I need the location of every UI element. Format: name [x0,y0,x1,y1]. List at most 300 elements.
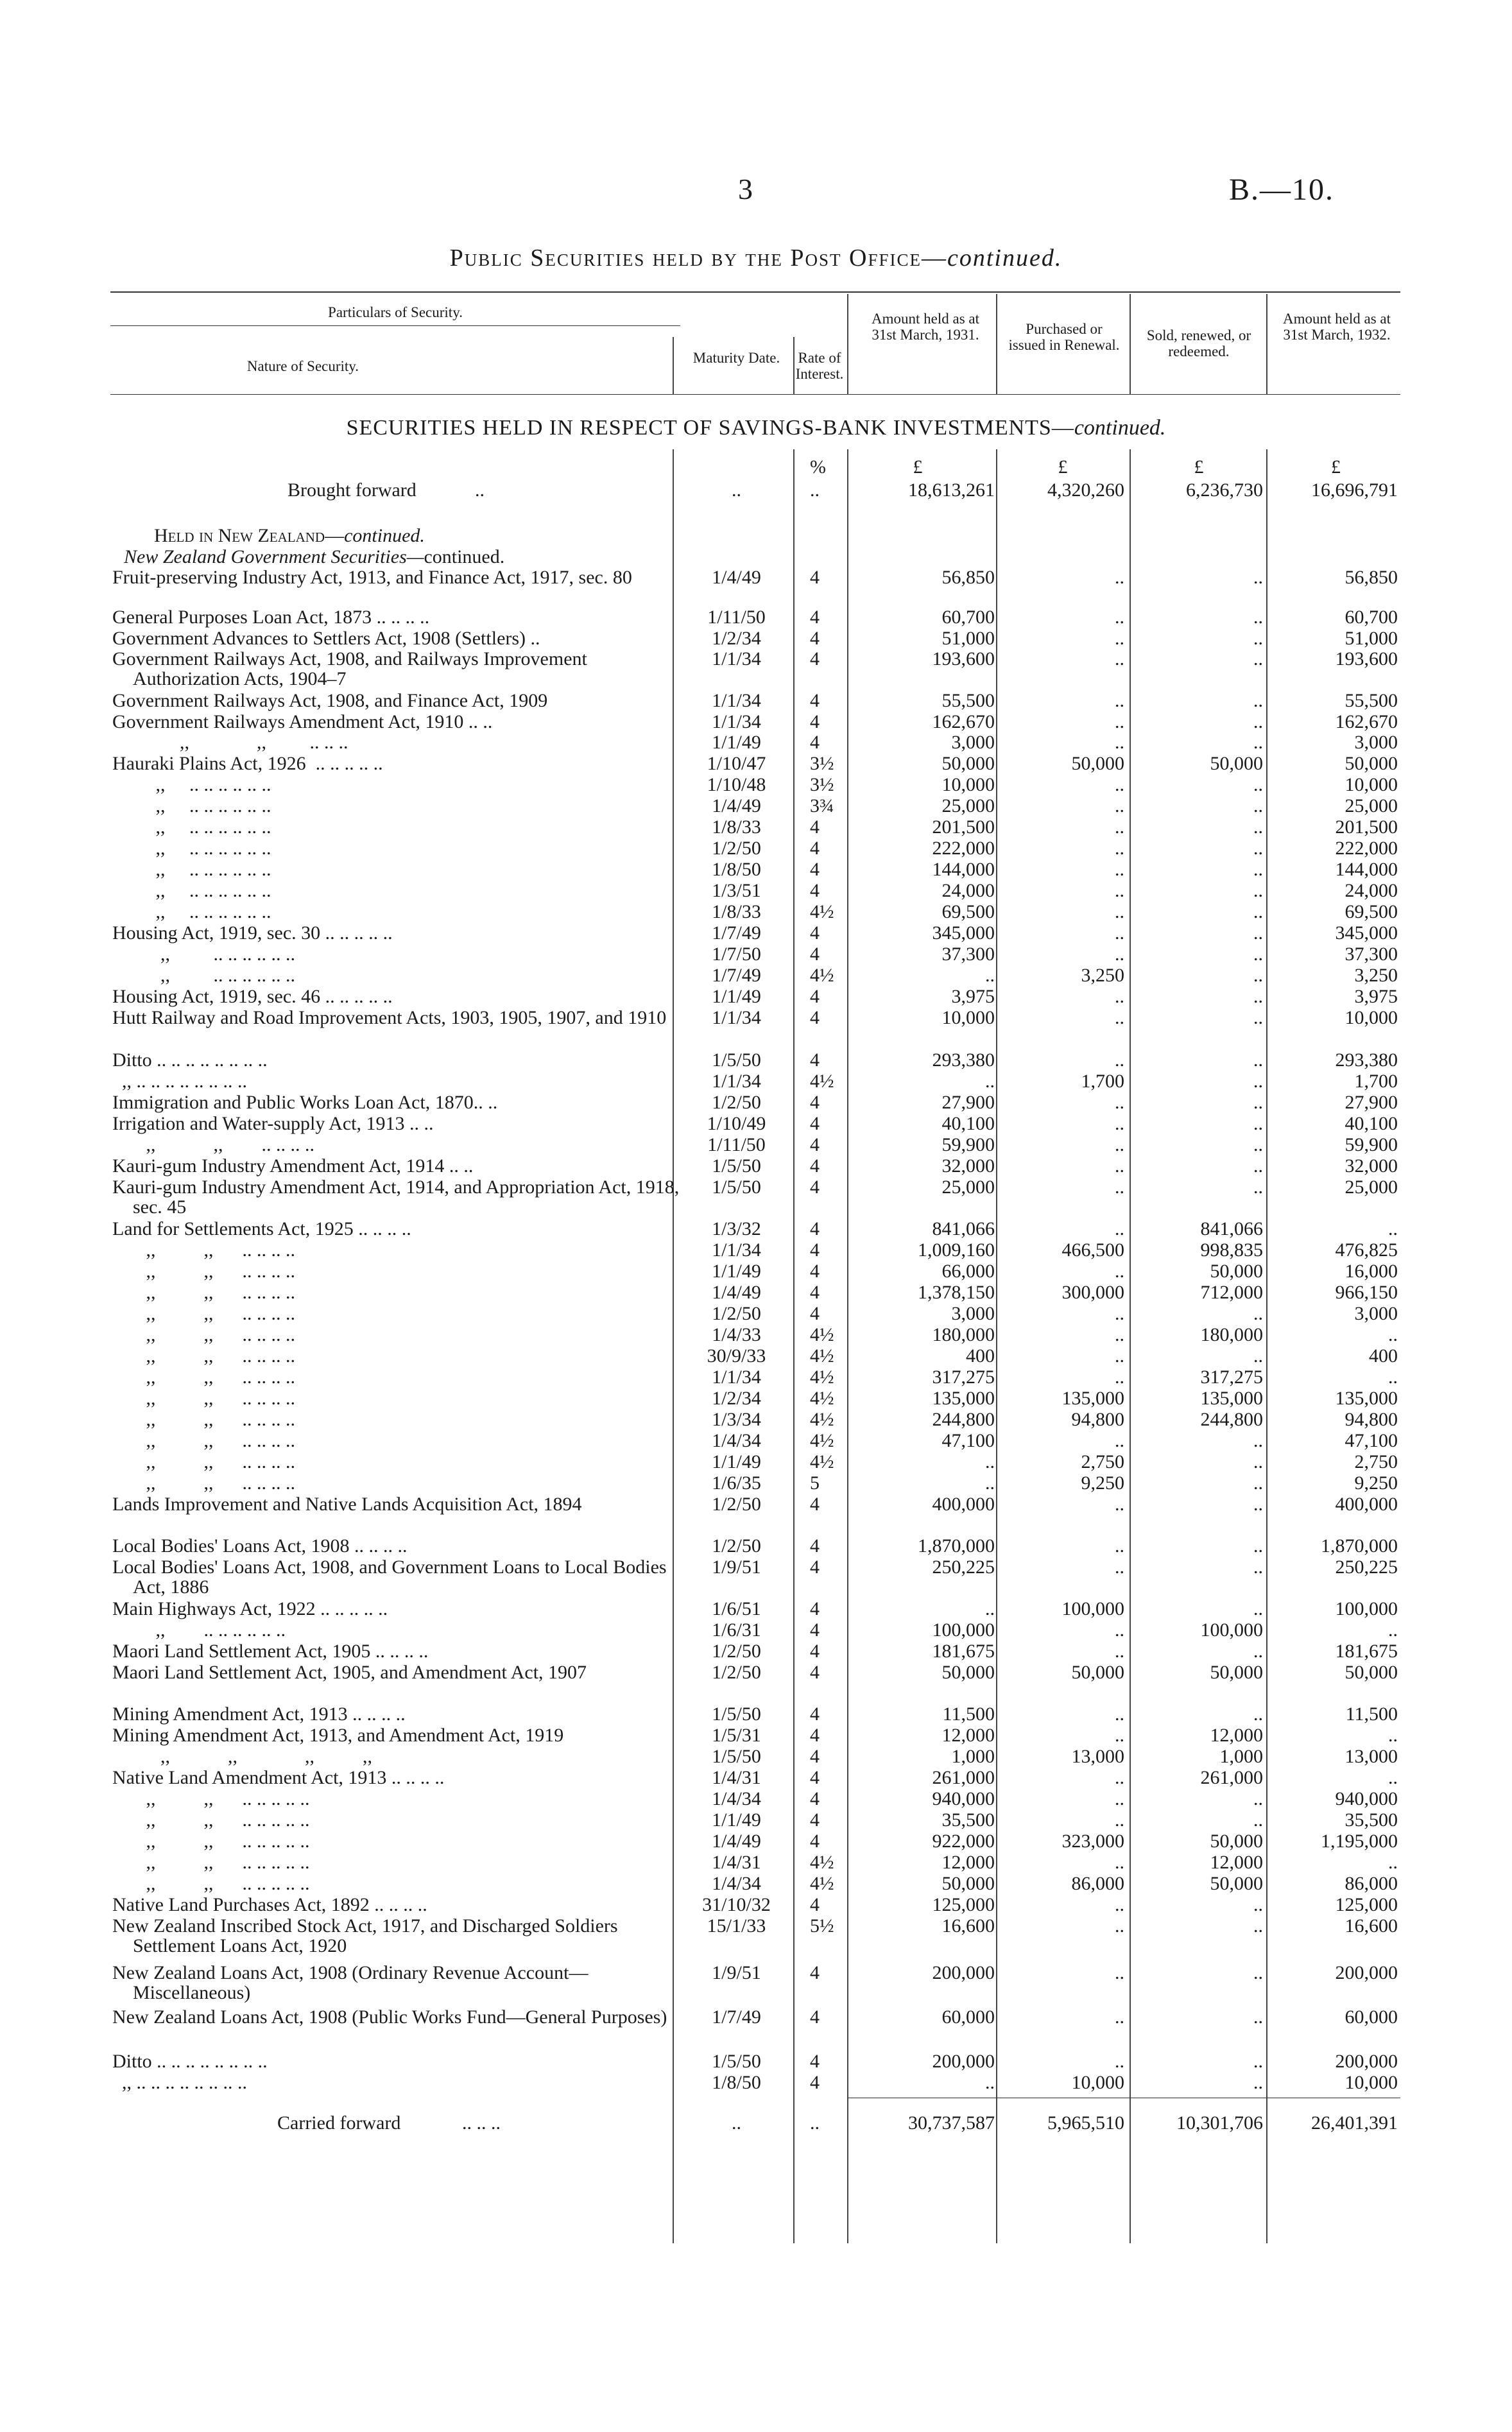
purchased-amount: .. [1115,1092,1124,1113]
sold-amount: .. [1253,1071,1263,1092]
amount-held-1931: 50,000 [941,753,995,774]
security-name: ,, .. .. .. .. .. .. [112,880,271,901]
interest-rate: 4½ [810,901,834,922]
purchased-amount: .. [1115,1962,1124,1983]
header-vrule-2 [793,337,795,395]
security-name: ,, ,, .. .. .. .. [112,1261,295,1282]
amount-held-1931: 50,000 [941,1662,995,1683]
amount-held-1932: 9,250 [1354,1472,1398,1494]
amount-held-1931: 200,000 [932,2051,995,2072]
subheading-held-in-nz-suffix: continued. [344,525,425,546]
interest-rate: 4 [810,1788,820,1809]
sold-amount: .. [1253,711,1263,732]
amount-held-1932: 476,825 [1335,1239,1398,1261]
interest-rate: 4 [810,1641,820,1662]
amount-held-1932: 1,870,000 [1321,1535,1398,1557]
brought-forward-label: Brought forward [288,479,417,501]
interest-rate: 4 [810,1303,820,1324]
maturity-date: 1/1/34 [712,711,761,732]
sold-amount: 841,066 [1200,1218,1263,1239]
security-name: ,, ,, ,, ,, [112,1746,372,1767]
purchased-amount: 10,000 [1071,2072,1124,2093]
security-name: Kauri-gum Industry Amendment Act, 1914 .. .. [112,1155,474,1177]
interest-rate: 4 [810,1703,820,1725]
amount-held-1932: 222,000 [1335,838,1398,859]
security-name: New Zealand Loans Act, 1908 (Ordinary Revenue Account—Miscellaneous) [112,1962,588,2003]
amount-held-1931: .. [985,1451,995,1472]
interest-rate: 4 [810,1261,820,1282]
security-name: Lands Improvement and Native Lands Acquisition Act, 1894 [112,1494,582,1515]
purchased-amount: .. [1115,1852,1124,1873]
maturity-date: 1/4/31 [712,1767,761,1788]
amount-held-1932: 10,000 [1344,1007,1398,1028]
sold-amount: .. [1253,1155,1263,1177]
interest-rate: 4 [810,986,820,1007]
purchased-amount: 300,000 [1061,1282,1124,1303]
security-name: Hauraki Plains Act, 1926 .. .. .. .. .. [112,753,383,774]
interest-rate: 5 [810,1472,820,1494]
amount-held-1932: 181,675 [1335,1641,1398,1662]
sold-amount: 180,000 [1200,1324,1263,1345]
header-sold: Sold, renewed, or redeemed. [1146,327,1251,359]
security-name: Government Railways Act, 1908, and Railways Improvement Authorization Acts, 1904–7 [112,648,591,689]
header-vrule-1 [673,337,674,395]
amount-held-1931: 1,000 [951,1746,995,1767]
amount-held-1931: .. [985,1071,995,1092]
amount-held-1931: 3,975 [951,986,995,1007]
security-name: ,, ,, .. .. .. .. [112,1345,295,1367]
amount-held-1931: 261,000 [932,1767,995,1788]
amount-held-1931: .. [985,1472,995,1494]
security-name: Native Land Amendment Act, 1913 .. .. .. .. [112,1767,445,1788]
amount-held-1931: 201,500 [932,816,995,838]
maturity-date: 1/1/34 [712,690,761,711]
sold-amount: 50,000 [1210,1662,1263,1683]
interest-rate: 4 [810,1831,820,1852]
security-name: Government Railways Act, 1908, and Finance Act, 1909 [112,690,548,711]
interest-rate: 4 [810,1725,820,1746]
interest-rate: 4 [810,1282,820,1303]
amount-held-1932: 59,900 [1344,1134,1398,1155]
security-name: ,, ,, .. .. .. .. .. [112,1809,310,1831]
sold-amount: 50,000 [1210,753,1263,774]
sold-amount: 261,000 [1200,1767,1263,1788]
security-name: ,, .. .. .. .. .. .. .. .. [112,2072,247,2093]
sold-amount: .. [1253,648,1263,669]
interest-rate: 4 [810,567,820,588]
security-name: Land for Settlements Act, 1925 .. .. .. .. [112,1218,411,1239]
sold-amount: .. [1253,986,1263,1007]
amount-held-1931: 11,500 [942,1703,995,1725]
particulars-rule [110,325,680,326]
maturity-date: 1/4/49 [712,1831,761,1852]
maturity-date: 1/4/34 [712,1873,761,1894]
amount-held-1932: 25,000 [1344,795,1398,816]
sold-amount: 12,000 [1210,1852,1263,1873]
header-vrule-3 [847,294,848,395]
purchased-amount: .. [1115,1007,1124,1028]
interest-rate: 4 [810,1007,820,1028]
amount-held-1932: 144,000 [1335,859,1398,880]
amount-held-1932: .. [1388,1852,1398,1873]
maturity-date: 1/8/50 [712,859,761,880]
sold-amount: .. [1253,1809,1263,1831]
sold-amount: 1,000 [1219,1746,1263,1767]
amount-held-1932: 69,500 [1344,901,1398,922]
amount-held-1932: 50,000 [1344,1662,1398,1683]
purchased-amount: 2,750 [1081,1451,1124,1472]
purchased-amount: .. [1115,1915,1124,1936]
unit-c3: £ [1194,456,1204,478]
purchased-amount: 13,000 [1071,1746,1124,1767]
maturity-date: 1/2/34 [712,1388,761,1409]
maturity-date: 1/4/49 [712,1282,761,1303]
brought-forward-dots: .. [475,479,485,501]
amount-held-1932: 47,100 [1344,1430,1398,1451]
sold-amount: .. [1253,816,1263,838]
amount-held-1931: 69,500 [941,901,995,922]
sold-amount: .. [1253,690,1263,711]
purchased-amount: .. [1115,1641,1124,1662]
amount-held-1932: 24,000 [1344,880,1398,901]
amount-held-1931: 193,600 [932,648,995,669]
security-name: Housing Act, 1919, sec. 46 .. .. .. .. .. [112,986,393,1007]
amount-held-1931: 100,000 [932,1619,995,1641]
maturity-date: 1/2/50 [712,1092,761,1113]
security-name: ,, ,, .. .. .. .. [112,1282,295,1303]
unit-c2: £ [1058,456,1068,478]
header-purchased: Purchased or issued in Renewal. [1008,321,1120,353]
interest-rate: 4 [810,1177,820,1198]
sold-amount: 50,000 [1210,1873,1263,1894]
amount-held-1931: 27,900 [941,1092,995,1113]
purchased-amount: 466,500 [1061,1239,1124,1261]
security-name: Main Highways Act, 1922 .. .. .. .. .. [112,1598,388,1619]
interest-rate: 4 [810,1092,820,1113]
purchased-amount: .. [1115,1367,1124,1388]
sold-amount: .. [1253,1430,1263,1451]
unit-c4: £ [1331,456,1341,478]
interest-rate: 4 [810,1535,820,1557]
sold-amount: .. [1253,965,1263,986]
interest-rate: 4 [810,607,820,628]
sold-amount: 317,275 [1200,1367,1263,1388]
unit-c1: £ [913,456,923,478]
purchased-amount: .. [1115,1324,1124,1345]
purchased-amount: .. [1115,1494,1124,1515]
amount-held-1931: 222,000 [932,838,995,859]
purchased-amount: .. [1115,1345,1124,1367]
purchased-amount: .. [1115,986,1124,1007]
amount-held-1932: 201,500 [1335,816,1398,838]
sold-amount: .. [1253,795,1263,816]
header-nature: Nature of Security. [246,358,359,374]
sold-amount: .. [1253,944,1263,965]
maturity-date: 1/5/31 [712,1725,761,1746]
amount-held-1932: 10,000 [1344,2072,1398,2093]
purchased-amount: .. [1115,1049,1124,1071]
amount-held-1932: 94,800 [1344,1409,1398,1430]
carried-forward-held-1932: 26,401,391 [1311,2112,1398,2134]
maturity-date: 1/1/49 [712,732,761,753]
amount-held-1932: 2,750 [1354,1451,1398,1472]
subheading-held-in-nz [154,525,425,547]
interest-rate: 3½ [810,753,834,774]
purchased-amount: 323,000 [1061,1831,1124,1852]
subheading-held-in-nz-text: Held in New Zealand— [154,525,345,546]
sold-amount: .. [1253,1472,1263,1494]
purchased-amount: .. [1115,1303,1124,1324]
security-name: Kauri-gum Industry Amendment Act, 1914, and Appropriation Act, 1918, sec. 45 [112,1177,684,1218]
interest-rate: 4½ [810,1324,834,1345]
carried-forward-label: Carried forward [277,2112,401,2134]
amount-held-1931: 50,000 [941,1873,995,1894]
maturity-date: 1/9/51 [712,1557,761,1578]
amount-held-1931: 162,670 [932,711,995,732]
amount-held-1931: 56,850 [941,567,995,588]
maturity-date: 31/10/32 [702,1894,771,1915]
sold-amount: .. [1253,732,1263,753]
purchased-amount: .. [1115,944,1124,965]
amount-held-1931: 60,700 [941,607,995,628]
interest-rate: 4 [810,816,820,838]
security-name: ,, .. .. .. .. .. .. [112,944,295,965]
page-number: 3 [738,173,753,205]
amount-held-1932: 3,975 [1354,986,1398,1007]
purchased-amount: .. [1115,859,1124,880]
amount-held-1931: 3,000 [951,1303,995,1324]
amount-held-1931: 922,000 [932,1831,995,1852]
interest-rate: 4 [810,922,820,944]
interest-rate: 4½ [810,1367,834,1388]
maturity-date: 1/8/33 [712,901,761,922]
purchased-amount: .. [1115,838,1124,859]
interest-rate: 4 [810,1746,820,1767]
purchased-amount: .. [1115,648,1124,669]
security-name: Government Advances to Settlers Act, 1908 (Settlers) .. [112,628,540,649]
document-reference: B.—10. [1229,173,1335,207]
purchased-amount: .. [1115,1767,1124,1788]
security-name: Government Railways Amendment Act, 1910 .. .. [112,711,493,732]
amount-held-1932: 400 [1369,1345,1398,1367]
header-vrule-5 [1130,294,1131,395]
maturity-date: 1/7/49 [712,2006,761,2028]
maturity-date: 1/1/34 [712,1071,761,1092]
purchased-amount: .. [1115,1703,1124,1725]
amount-held-1931: .. [985,2072,995,2093]
purchased-amount: .. [1115,1535,1124,1557]
subheading-govt-securities-suffix: continued. [424,546,505,567]
page-title-text: Public Securities held by the Post Office— [449,245,947,272]
interest-rate: 4½ [810,1430,834,1451]
interest-rate: 4 [810,2006,820,2028]
security-name: Local Bodies' Loans Act, 1908 .. .. .. .. [112,1535,408,1557]
purchased-amount: .. [1115,1155,1124,1177]
interest-rate: 4 [810,1494,820,1515]
maturity-date: 1/11/50 [707,1134,766,1155]
security-name: ,, .. .. .. .. .. .. .. .. [112,1071,247,1092]
purchased-amount: 50,000 [1071,1662,1124,1683]
sold-amount: 998,835 [1200,1239,1263,1261]
amount-held-1931: 12,000 [941,1725,995,1746]
amount-held-1932: 966,150 [1335,1282,1398,1303]
amount-held-1931: 144,000 [932,859,995,880]
security-name: ,, ,, .. .. .. .. .. [112,1873,310,1894]
amount-held-1931: 10,000 [941,774,995,795]
amount-held-1932: 16,600 [1344,1915,1398,1936]
purchased-amount: .. [1115,2006,1124,2028]
interest-rate: 4 [810,838,820,859]
security-name: ,, .. .. .. .. .. .. [112,965,295,986]
purchased-amount: .. [1115,607,1124,628]
amount-held-1931: 40,100 [941,1113,995,1134]
sold-amount: .. [1253,2051,1263,2072]
purchased-amount: .. [1115,628,1124,649]
maturity-date: 1/1/34 [712,1239,761,1261]
header-held-1932: Amount held as at 31st March, 1932. [1283,311,1391,343]
amount-held-1932: .. [1388,1767,1398,1788]
sold-amount: .. [1253,1641,1263,1662]
body-vrule-4 [996,449,997,2243]
header-vrule-4 [996,294,997,395]
amount-held-1932: 86,000 [1344,1873,1398,1894]
maturity-date: 1/4/34 [712,1788,761,1809]
interest-rate: 4 [810,2072,820,2093]
amount-held-1932: 193,600 [1335,648,1398,669]
sold-amount: .. [1253,1177,1263,1198]
interest-rate: 4 [810,944,820,965]
maturity-date: 1/5/50 [712,1155,761,1177]
brought-forward-held-1931: 18,613,261 [908,479,995,501]
amount-held-1932: 345,000 [1335,922,1398,944]
amount-held-1932: 250,225 [1335,1557,1398,1578]
purchased-amount: .. [1115,1619,1124,1641]
maturity-date: 1/3/34 [712,1409,761,1430]
sold-amount: .. [1253,774,1263,795]
sold-amount: .. [1253,1494,1263,1515]
security-name: New Zealand Inscribed Stock Act, 1917, and Discharged Soldiers Settlement Loans Act, 1920 [112,1915,623,1956]
sold-amount: 135,000 [1200,1388,1263,1409]
page-title [0,244,1512,272]
amount-held-1932: 60,000 [1344,2006,1398,2028]
amount-held-1931: 181,675 [932,1641,995,1662]
maturity-date: 1/1/49 [712,986,761,1007]
sold-amount: .. [1253,1557,1263,1578]
security-name: ,, ,, .. .. .. .. [112,1239,295,1261]
purchased-amount: .. [1115,1557,1124,1578]
amount-held-1931: 66,000 [941,1261,995,1282]
security-name: Fruit-preserving Industry Act, 1913, and Finance Act, 1917, sec. 80 [112,567,632,588]
amount-held-1932: .. [1388,1367,1398,1388]
section-title [0,416,1512,440]
sold-amount: .. [1253,1962,1263,1983]
amount-held-1932: 3,000 [1354,1303,1398,1324]
security-name: ,, ,, .. .. .. .. .. [112,1831,310,1852]
amount-held-1931: 1,009,160 [918,1239,995,1261]
purchased-amount: .. [1115,1177,1124,1198]
purchased-amount: .. [1115,1894,1124,1915]
header-rate: Rate of Interest. [795,350,844,382]
sold-amount: .. [1253,901,1263,922]
security-name: ,, .. .. .. .. .. .. [112,1619,286,1641]
brought-forward-purchased: 4,320,260 [1047,479,1124,501]
section-title-text: SECURITIES HELD IN RESPECT OF SAVINGS-BANK INVESTMENTS— [346,416,1074,440]
amount-held-1932: 200,000 [1335,2051,1398,2072]
amount-held-1931: 200,000 [932,1962,995,1983]
maturity-date: 1/5/50 [712,1703,761,1725]
maturity-date: 1/4/49 [712,795,761,816]
interest-rate: 4 [810,1239,820,1261]
amount-held-1932: 3,000 [1354,732,1398,753]
sold-amount: .. [1253,1915,1263,1936]
section-title-suffix: continued. [1074,416,1166,440]
amount-held-1932: .. [1388,1619,1398,1641]
page-title-suffix: continued. [947,245,1063,272]
security-name: Hutt Railway and Road Improvement Acts, 1903, 1905, 1907, and 1910 [112,1007,667,1028]
maturity-date: 1/4/33 [712,1324,761,1345]
sold-amount: .. [1253,922,1263,944]
maturity-date: 1/4/31 [712,1852,761,1873]
sold-amount: .. [1253,1303,1263,1324]
security-name: ,, ,, .. .. .. .. .. [112,1852,310,1873]
amount-held-1931: 55,500 [941,690,995,711]
amount-held-1932: 1,195,000 [1321,1831,1398,1852]
purchased-amount: .. [1115,1134,1124,1155]
maturity-date: 1/10/49 [707,1113,766,1134]
maturity-date: 1/7/49 [712,922,761,944]
maturity-date: 1/8/50 [712,2072,761,2093]
amount-held-1931: 180,000 [932,1324,995,1345]
body-vrule-2 [793,449,795,2243]
purchased-amount: 9,250 [1081,1472,1124,1494]
security-name: ,, .. .. .. .. .. .. [112,774,271,795]
security-name: ,, ,, .. .. .. .. [112,1388,295,1409]
amount-held-1932: 13,000 [1344,1746,1398,1767]
amount-held-1931: 293,380 [932,1049,995,1071]
sold-amount: 244,800 [1200,1409,1263,1430]
amount-held-1932: 125,000 [1335,1894,1398,1915]
maturity-date: 1/2/50 [712,1494,761,1515]
amount-held-1932: 200,000 [1335,1962,1398,1983]
maturity-date: 1/10/47 [707,753,766,774]
purchased-amount: .. [1115,1113,1124,1134]
maturity-date: 30/9/33 [707,1345,766,1367]
sold-amount: .. [1253,1113,1263,1134]
amount-held-1931: 51,000 [941,628,995,649]
interest-rate: 4 [810,732,820,753]
carried-forward-maturity: .. [732,2112,741,2134]
sold-amount: .. [1253,567,1263,588]
maturity-date: 1/3/32 [712,1218,761,1239]
sold-amount: .. [1253,2072,1263,2093]
maturity-date: 1/1/34 [712,648,761,669]
header-held-1931: Amount held as at 31st March, 1931. [872,311,979,343]
maturity-date: 1/4/49 [712,567,761,588]
amount-held-1932: 3,250 [1354,965,1398,986]
purchased-amount: .. [1115,2051,1124,2072]
amount-held-1932: 37,300 [1344,944,1398,965]
amount-held-1932: 25,000 [1344,1177,1398,1198]
maturity-date: 1/6/31 [712,1619,761,1641]
purchased-amount: .. [1115,1809,1124,1831]
security-name: ,, ,, .. .. .. .. [112,1324,295,1345]
sold-amount: .. [1253,1894,1263,1915]
amount-held-1931: 1,870,000 [918,1535,995,1557]
security-name: ,, ,, .. .. .. .. .. [112,1788,310,1809]
security-name: ,, ,, .. .. .. [112,732,348,753]
carried-forward-rate: .. [810,2112,820,2134]
purchased-amount: 100,000 [1061,1598,1124,1619]
